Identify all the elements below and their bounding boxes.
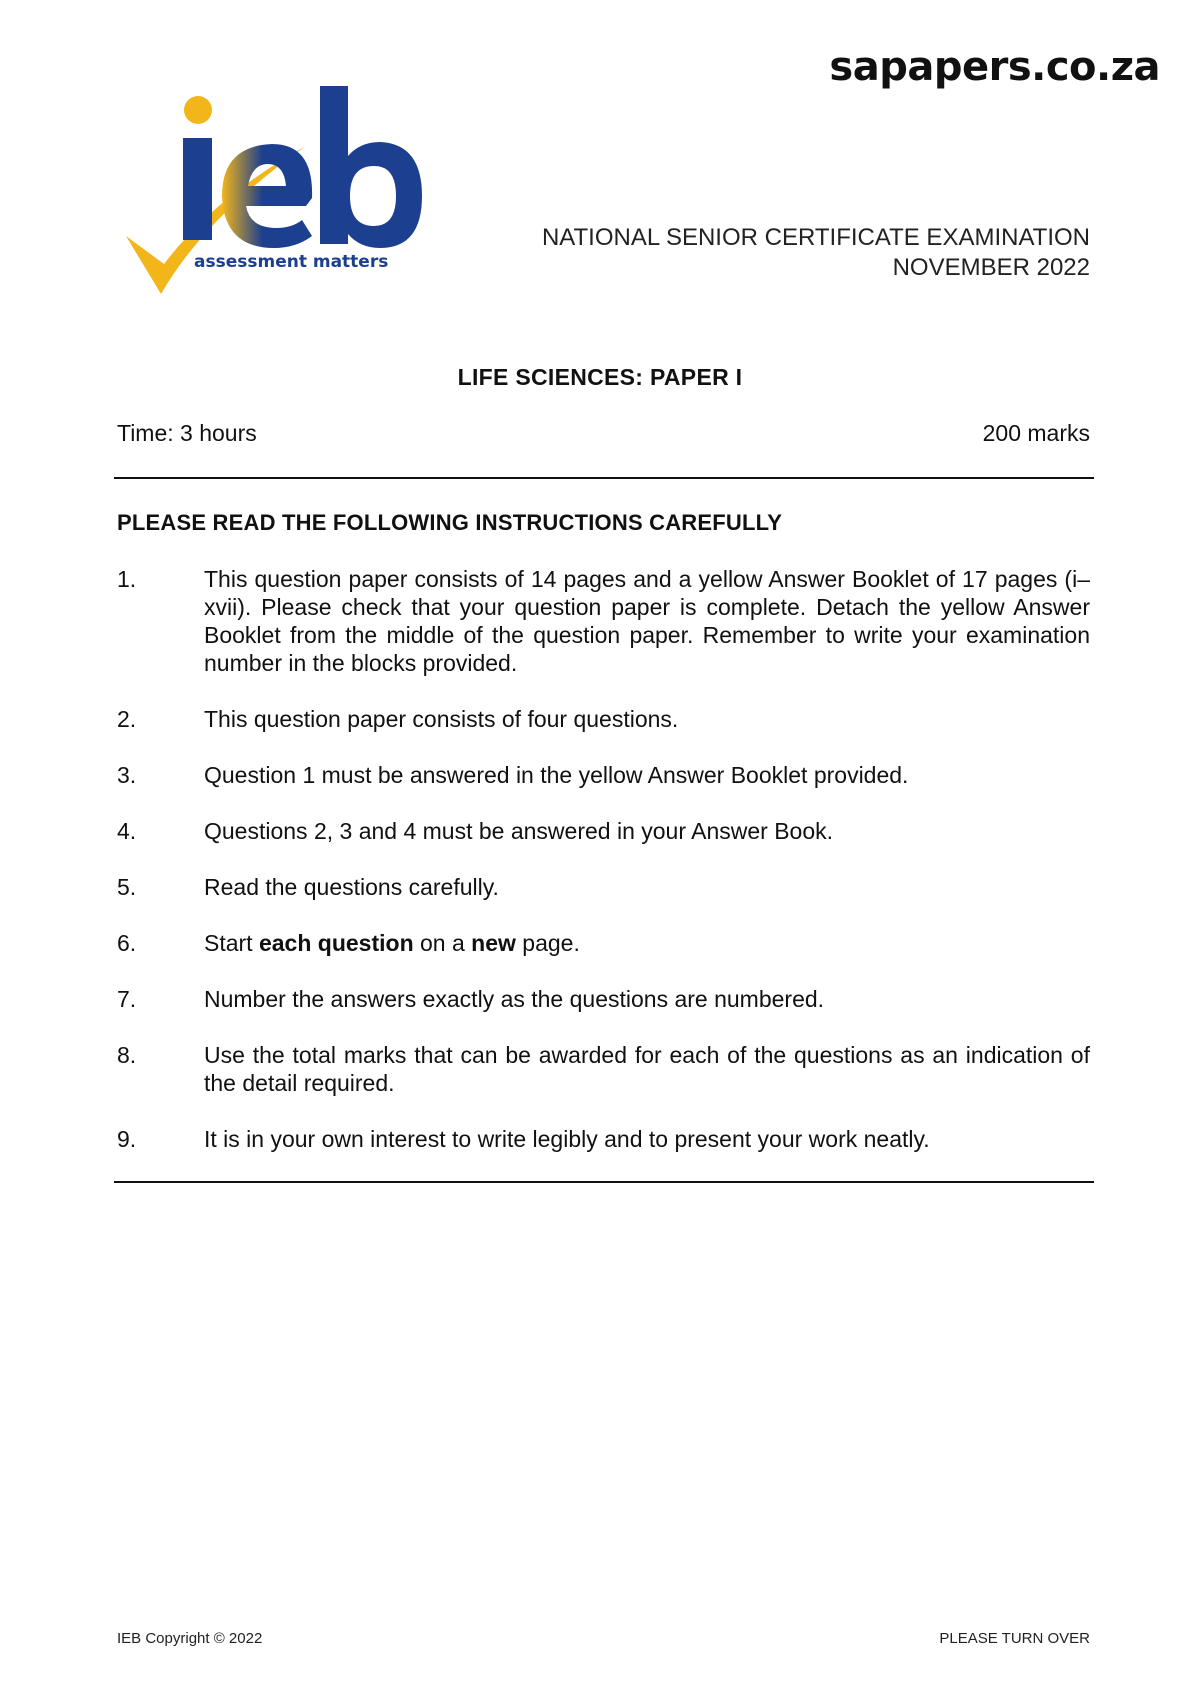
instruction-text: Question 1 must be answered in the yellow Answer Booklet provided. xyxy=(204,762,909,788)
total-marks: 200 marks xyxy=(982,420,1090,446)
instruction-item xyxy=(117,985,1090,1013)
instruction-number: 9. xyxy=(117,1126,137,1152)
instruction-number: 7. xyxy=(117,986,137,1012)
instruction-item xyxy=(117,705,1090,733)
paper-title: LIFE SCIENCES: PAPER I xyxy=(457,364,743,390)
instruction-text: This question paper consists of four questions. xyxy=(204,706,679,732)
instructions-heading: PLEASE READ THE FOLLOWING INSTRUCTIONS CAREFULLY xyxy=(117,510,783,535)
divider-top xyxy=(114,477,1094,479)
copyright: IEB Copyright © 2022 xyxy=(117,1630,263,1647)
logo-tagline: assessment matters xyxy=(194,252,389,272)
exam-header xyxy=(542,223,1090,283)
instruction-item xyxy=(117,929,1090,957)
paper-meta xyxy=(117,420,1090,447)
emphasis-each-question: each question xyxy=(258,930,414,956)
time-allowed: Time: 3 hours xyxy=(117,420,257,446)
instruction-number: 5. xyxy=(117,874,137,900)
instruction-number: 3. xyxy=(117,762,137,788)
instruction-text: Use the total marks that can be awarded for each of the questions as an indication of the detail required. xyxy=(204,1042,1090,1096)
instruction-text: It is in your own interest to write legibly and to present your work neatly. xyxy=(204,1126,930,1152)
instruction-item xyxy=(117,873,1090,901)
page-footer xyxy=(117,1630,1090,1647)
instruction-item xyxy=(117,1041,1090,1097)
instruction-text: Start each question on a new page. xyxy=(204,930,580,956)
logo-dot xyxy=(184,96,212,124)
exam-name: NATIONAL SENIOR CERTIFICATE EXAMINATION xyxy=(541,224,1090,251)
instruction-number: 2. xyxy=(117,706,137,732)
instruction-text: Questions 2, 3 and 4 must be answered in your Answer Book. xyxy=(204,818,834,844)
instruction-text: Number the answers exactly as the questions are numbered. xyxy=(204,986,825,1012)
turn-over-note: PLEASE TURN OVER xyxy=(939,1630,1090,1647)
instruction-text: Read the questions carefully. xyxy=(204,874,499,900)
instruction-text: This question paper consists of 14 pages and a yellow Answer Booklet of 17 pages (i–xvii). Please check that your question paper is complete. Detach the yellow Answer Booklet from the middle of the question paper. Remember to write your examination number in the blocks provided. xyxy=(204,566,1090,676)
instruction-number: 8. xyxy=(117,1042,137,1068)
instruction-number: 6. xyxy=(117,930,137,956)
instruction-item xyxy=(117,761,1090,789)
divider-bottom xyxy=(114,1181,1094,1183)
instructions-list xyxy=(117,565,1090,1181)
instruction-item xyxy=(117,817,1090,845)
ieb-logo xyxy=(116,86,434,318)
exam-date: NOVEMBER 2022 xyxy=(892,254,1090,281)
instruction-item xyxy=(117,565,1090,677)
watermark-text: sapapers.co.za xyxy=(829,44,1160,90)
instruction-number: 1. xyxy=(117,566,137,592)
emphasis-new: new xyxy=(471,930,516,956)
instruction-number: 4. xyxy=(117,818,137,844)
instruction-item xyxy=(117,1125,1090,1153)
